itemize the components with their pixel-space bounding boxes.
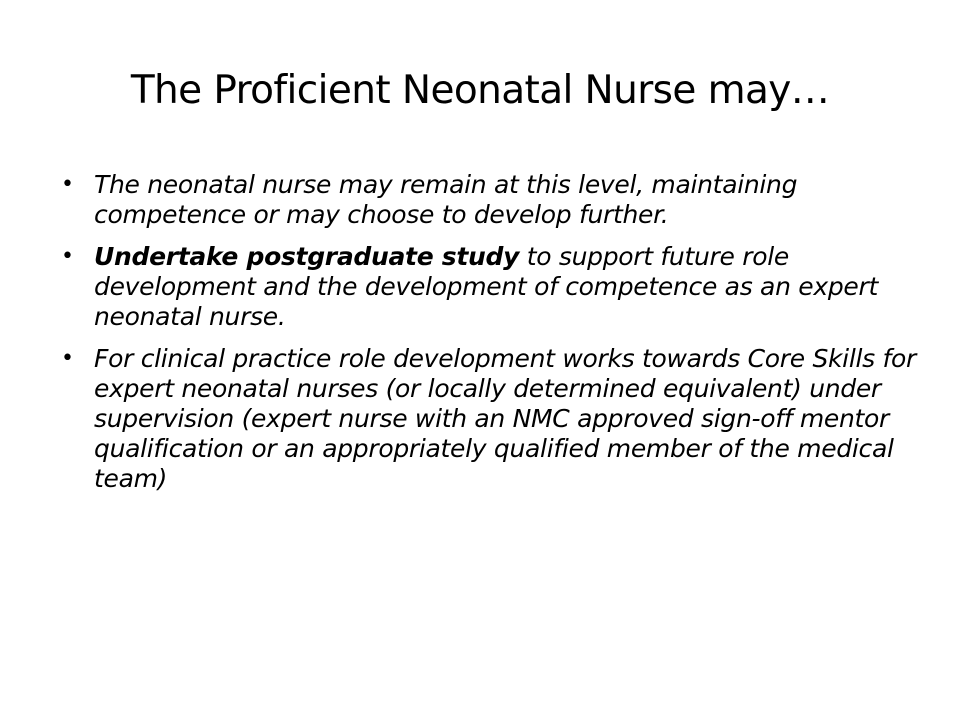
bullet-text: For clinical practice role development works towards Core Skills for expert neonatal nurses (or locally determined equivalent) under supervision (expert nurse with an NMC approved sign-off mentor qualification or an appropriately qualified member of the medical team) bbox=[94, 344, 916, 493]
bullet-text: to support future role development and the development of competence as an expert neonatal nurse. bbox=[94, 242, 878, 331]
bullet-item bbox=[56, 170, 916, 230]
slide-title: The Proficient Neonatal Nurse may… bbox=[130, 68, 830, 113]
bullet-item bbox=[56, 242, 916, 332]
bullet-bold-lead: Undertake postgraduate study bbox=[94, 242, 520, 271]
bullet-dot-icon: • bbox=[61, 244, 74, 269]
bullet-item bbox=[56, 344, 916, 494]
bullet-list bbox=[56, 170, 916, 506]
bullet-text: The neonatal nurse may remain at this level, maintaining competence or may choose to develop further. bbox=[94, 170, 798, 229]
bullet-dot-icon: • bbox=[61, 346, 74, 371]
bullet-dot-icon: • bbox=[61, 172, 74, 197]
